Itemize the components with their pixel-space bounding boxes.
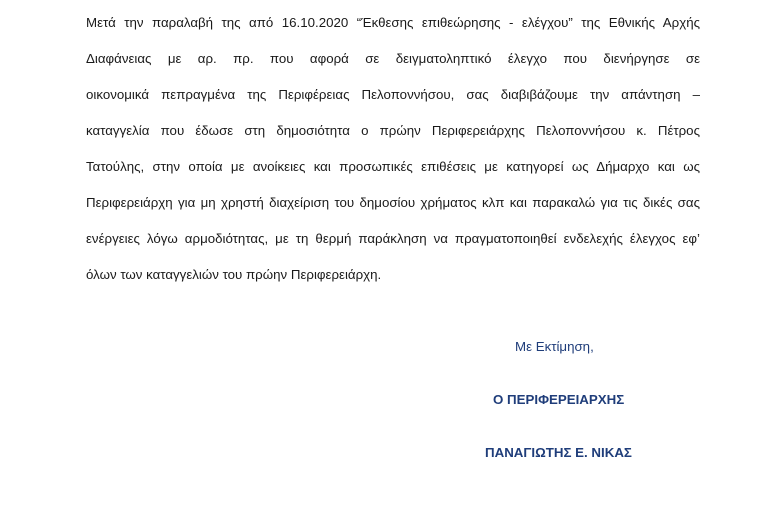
body-line-2: Διαφάνειας με αρ. πρ. που αφορά σε δειγματοληπτικό έλεγχο που διενήργησε σε [86,51,700,66]
signatory-name: ΠΑΝΑΓΙΩΤΗΣ Ε. ΝΙΚΑΣ [485,445,632,460]
body-line-4: καταγγελία που έδωσε στη δημοσιότητα ο πρώην Περιφερειάρχης Πελοποννήσου κ. Πέτρος [86,123,700,138]
body-line-5: Τατούλης, στην οποία με ανοίκειες και προσωπικές επιθέσεις με κατηγορεί ως Δήμαρχο και ως [86,159,700,174]
body-line-8: όλων των καταγγελιών του πρώην Περιφερειάρχη. [86,267,382,282]
body-line-3: οικονομικά πεπραγμένα της Περιφέρειας Πελοποννήσου, σας διαβιβάζουμε την απάντηση – [86,87,700,102]
body-line-6: Περιφερειάρχη για μη χρηστή διαχείριση του δημοσίου χρήματος κλπ και παρακαλώ για τις δικές σας [86,195,700,210]
signatory-title: Ο ΠΕΡΙΦΕΡΕΙΑΡΧΗΣ [493,392,625,407]
body-line-7: ενέργειες λόγω αρμοδιότητας, με τη θερμή παράκληση να πραγματοποιηθεί ενδελεχής έλεγχος εφ’ [86,231,700,246]
closing-salutation: Με Εκτίμηση, [515,339,594,354]
body-line-1: Μετά την παραλαβή της από 16.10.2020 “Έκθεσης επιθεώρησης - ελέγχου” της Εθνικής Αρχής [86,15,700,30]
